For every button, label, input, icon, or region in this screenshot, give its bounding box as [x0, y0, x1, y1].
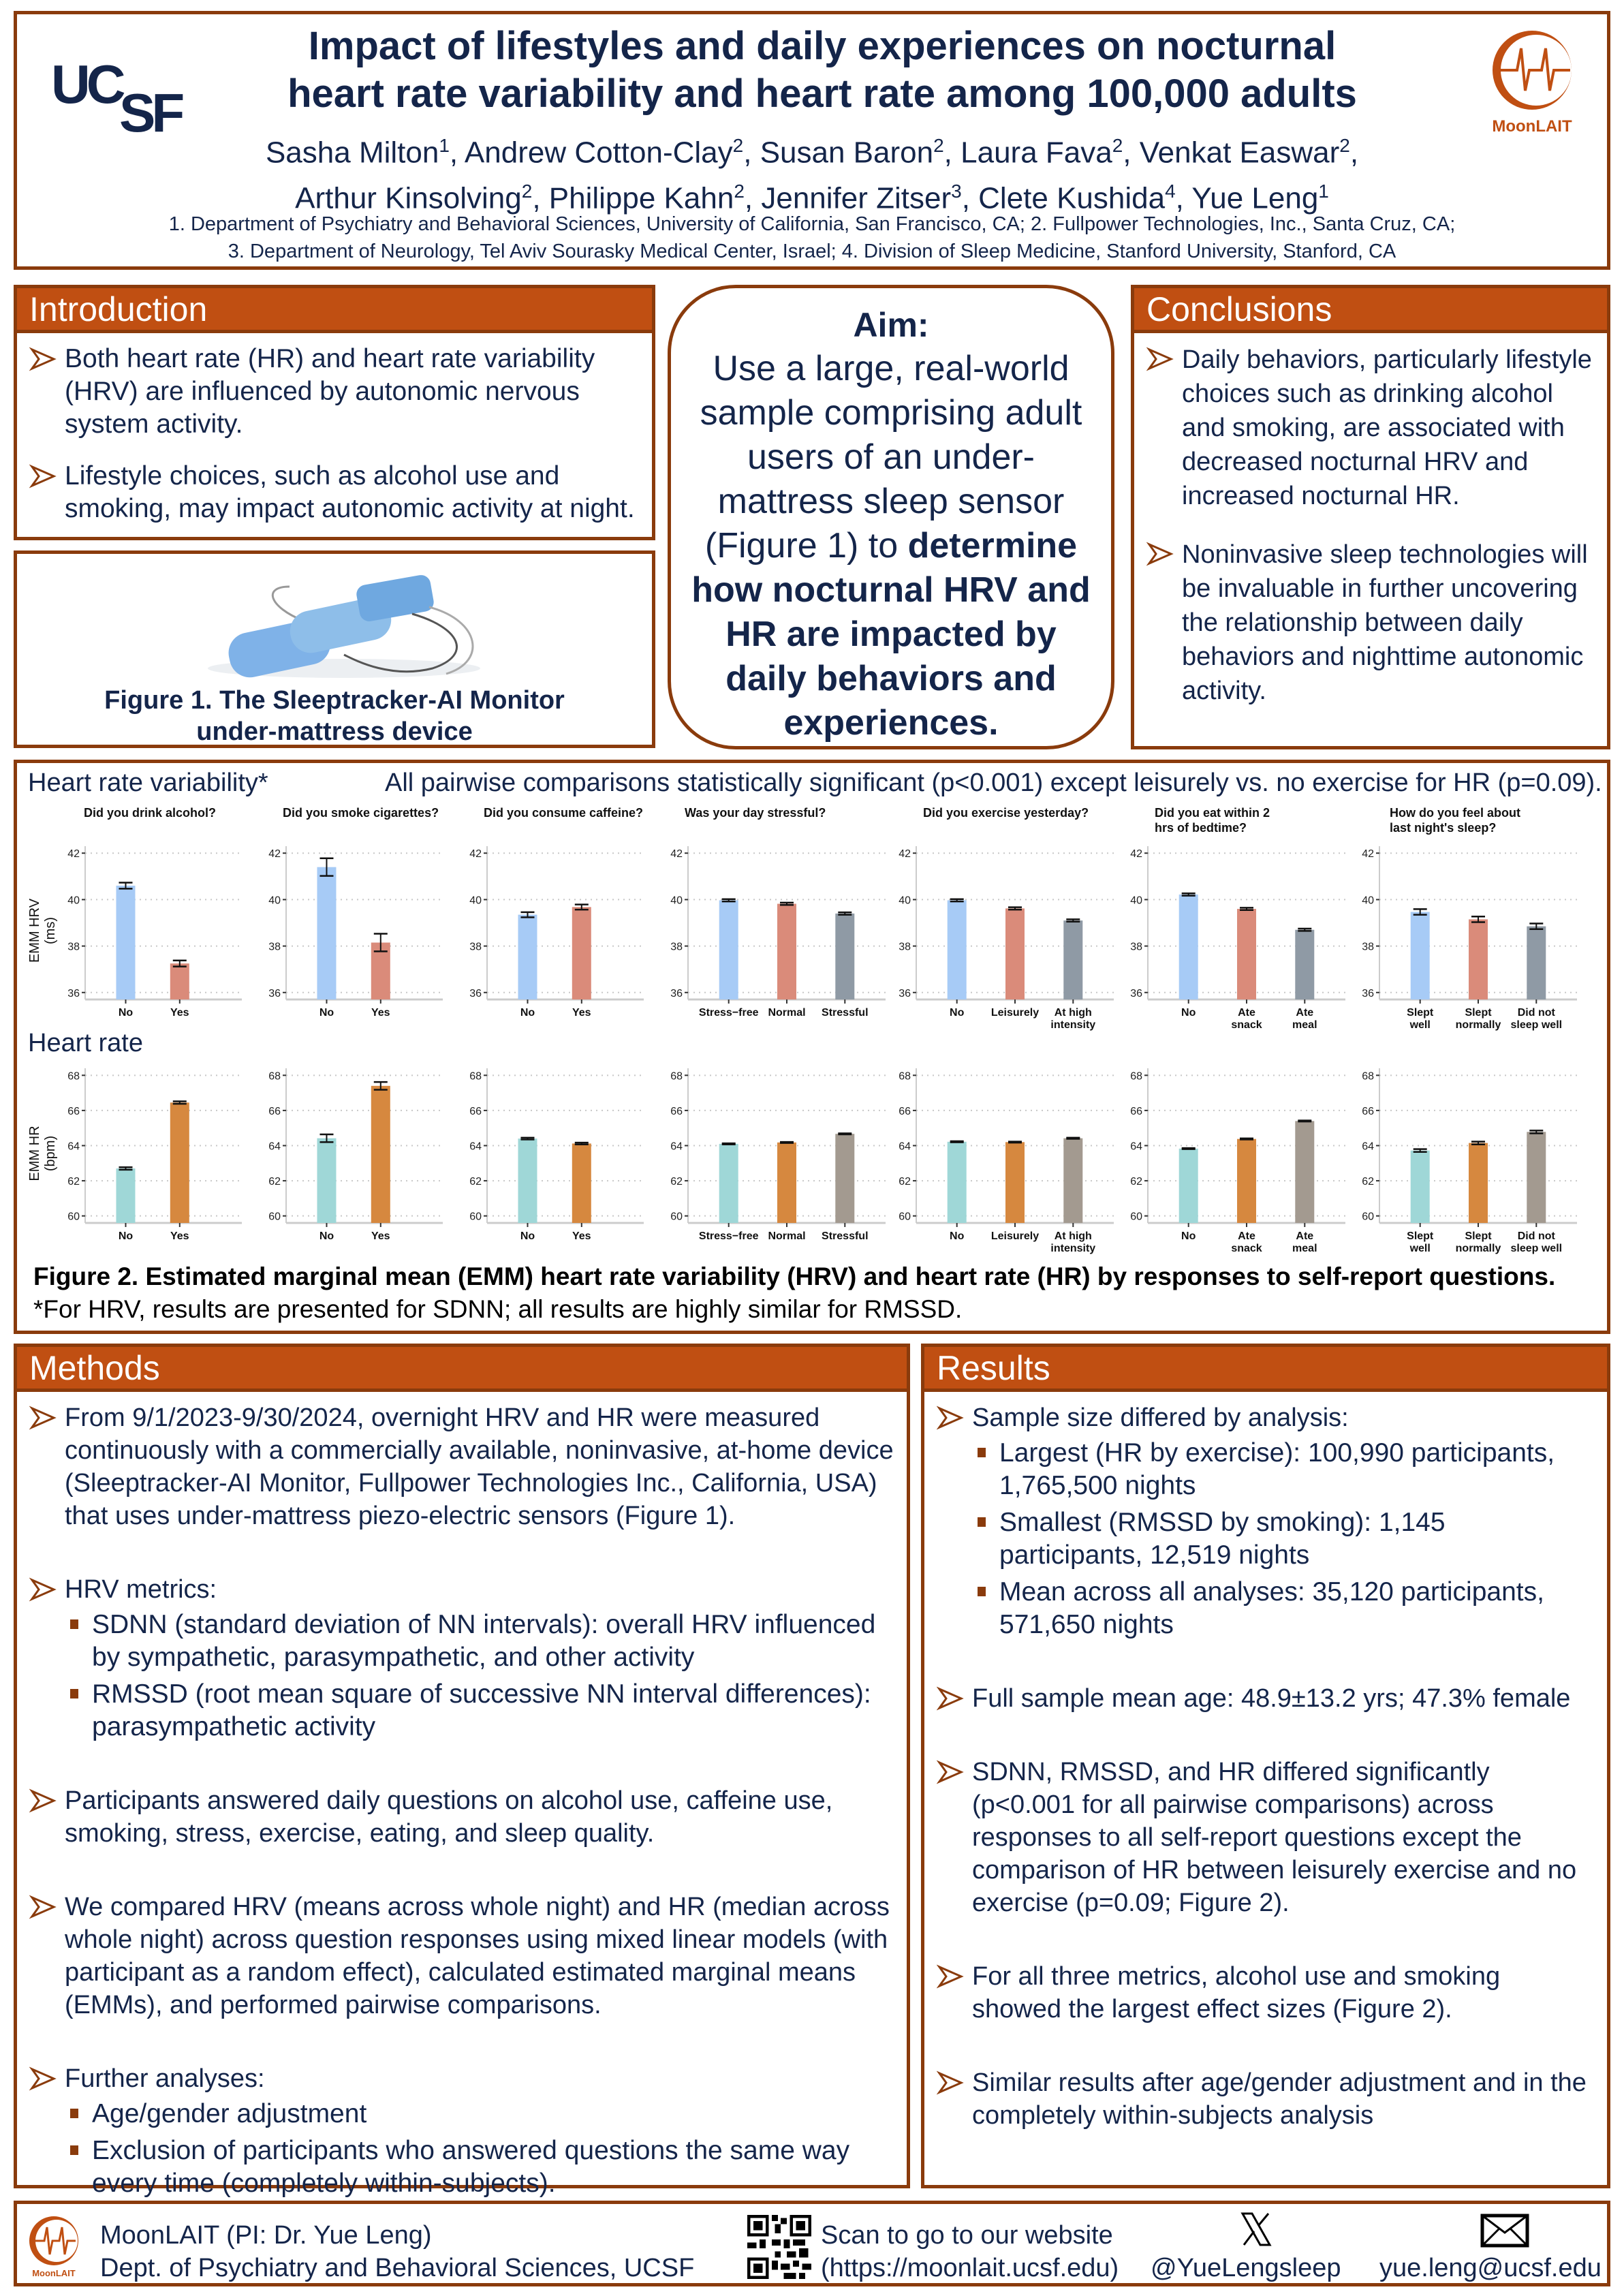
ucsf-logo — [51, 55, 187, 137]
sub-list-item: RMSSD (root mean square of successive NN interval differences): parasympathetic activity — [65, 1678, 894, 1743]
affiliation-number: 2 — [734, 180, 745, 202]
affiliation-number: 1 — [1318, 180, 1329, 202]
svg-text:64: 64 — [670, 1141, 683, 1153]
svg-text:No: No — [1181, 1230, 1196, 1242]
author-name: Yue Leng — [1191, 181, 1319, 215]
hrv-y-axis-label: EMM HRV (ms) — [27, 898, 58, 963]
affiliation-number: 2 — [1339, 135, 1350, 156]
hr-bar-chart — [460, 1068, 644, 1264]
svg-text:well: well — [1409, 1243, 1431, 1254]
hr-bar-chart — [889, 1068, 1114, 1264]
hr-bar-chart — [661, 1068, 886, 1264]
svg-text:No: No — [118, 1230, 134, 1242]
svg-text:No: No — [520, 1007, 535, 1019]
svg-text:36: 36 — [1130, 987, 1142, 999]
arrow-bullet-icon — [937, 1963, 964, 1990]
svg-text:Ate: Ate — [1296, 1230, 1314, 1242]
chart-question-title: Did you smoke cigarettes? — [283, 806, 439, 820]
svg-text:40: 40 — [268, 895, 281, 907]
aim-text: Use a large, real-world sample comprising adult users of an under-mattress sleep sensor (Figure 1) to determine how nocturnal HRV and HR are impacted by daily behaviors and experiences. — [691, 349, 1091, 743]
list-item: Participants answered daily questions on alcohol use, caffeine use, smoking, stress, exercise, eating, and sleep quality. — [29, 1784, 894, 1850]
arrow-bullet-icon — [29, 1576, 57, 1603]
hrv-bar-chart — [1121, 846, 1345, 1040]
svg-text:40: 40 — [899, 895, 911, 907]
results-list — [937, 1401, 1595, 2132]
sub-list-item: Largest (HR by exercise): 100,990 participants, 1,765,500 nights — [972, 1437, 1595, 1502]
list-item: For all three metrics, alcohol use and smoking showed the largest effect sizes (Figure 2). — [937, 1960, 1595, 2026]
svg-text:62: 62 — [67, 1176, 80, 1188]
svg-text:36: 36 — [268, 987, 281, 999]
svg-text:38: 38 — [899, 941, 911, 953]
conclusions-panel — [1131, 285, 1610, 749]
moonlait-logo — [1484, 28, 1580, 144]
lab-info: MoonLAIT (PI: Dr. Yue Leng) Dept. of Psychiatry and Behavioral Sciences, UCSF — [100, 2221, 695, 2282]
svg-text:No: No — [950, 1007, 965, 1019]
svg-text:42: 42 — [469, 848, 482, 860]
svg-text:well: well — [1409, 1019, 1431, 1031]
affiliation-number: 2 — [521, 180, 533, 202]
email-address[interactable]: yue.leng@ucsf.edu — [1379, 2254, 1602, 2282]
list-item: Sample size differed by analysis: Largest (HR by exercise): 100,990 participants, 1,765,500 nights Smallest (RMSSD by smoking): 1,145 participants, 12,519 nights Mean across all analyses: 35,120 participants, 571,650 nights — [937, 1401, 1595, 1641]
list-item: We compared HRV (means across whole night) and HR (median across whole night) across question responses using mixed linear models (with participant as a random effect), calculated estimated marginal means (EMMs), and performed pairwise comparisons. — [29, 1891, 894, 2021]
svg-text:Slept: Slept — [1407, 1007, 1434, 1019]
svg-text:No: No — [118, 1007, 134, 1019]
svg-text:42: 42 — [268, 848, 281, 860]
author-name: Susan Baron — [760, 136, 934, 170]
svg-text:68: 68 — [67, 1070, 80, 1083]
svg-text:66: 66 — [67, 1105, 80, 1117]
svg-text:Yes: Yes — [371, 1007, 390, 1019]
sub-list-item: Smallest (RMSSD by smoking): 1,145 participants, 12,519 nights — [972, 1506, 1595, 1572]
conclusions-heading: Conclusions — [1134, 288, 1607, 333]
email-icon[interactable] — [1480, 2214, 1529, 2248]
svg-text:66: 66 — [268, 1105, 281, 1117]
svg-text:68: 68 — [899, 1070, 911, 1083]
methods-list — [29, 1401, 894, 2200]
poster-title: Impact of lifestyles and daily experiences on nocturnal heart rate variability and heart rate among 100,000 adults — [287, 24, 1357, 116]
figure1-panel — [14, 550, 655, 748]
figure1-caption: Figure 1. The Sleeptracker-AI Monitor under-mattress device — [104, 686, 565, 746]
svg-text:38: 38 — [67, 941, 80, 953]
svg-text:38: 38 — [1130, 941, 1142, 953]
svg-text:38: 38 — [469, 941, 482, 953]
svg-text:62: 62 — [268, 1176, 281, 1188]
svg-text:No: No — [319, 1007, 334, 1019]
svg-text:Slept: Slept — [1465, 1230, 1492, 1242]
svg-text:36: 36 — [899, 987, 911, 999]
svg-text:Stressful: Stressful — [822, 1007, 869, 1019]
svg-text:68: 68 — [1130, 1070, 1142, 1083]
svg-text:Ate: Ate — [1296, 1007, 1314, 1019]
arrow-bullet-icon — [29, 1893, 57, 1921]
arrow-bullet-icon — [29, 345, 57, 373]
svg-text:normally: normally — [1455, 1243, 1501, 1254]
svg-text:36: 36 — [670, 987, 683, 999]
methods-heading: Methods — [17, 1347, 907, 1392]
sub-list-item: SDNN (standard deviation of NN intervals): overall HRV influenced by sympathetic, parasympathetic, and other activity — [65, 1609, 894, 1674]
square-bullet-icon — [70, 1619, 78, 1629]
svg-text:38: 38 — [268, 941, 281, 953]
hr-section-label: Heart rate — [28, 1029, 143, 1057]
svg-text:66: 66 — [899, 1105, 911, 1117]
svg-text:meal: meal — [1292, 1019, 1317, 1031]
hr-bar-chart — [259, 1068, 443, 1264]
arrow-bullet-icon — [937, 2069, 964, 2096]
introduction-panel — [14, 285, 655, 540]
svg-text:68: 68 — [1362, 1070, 1374, 1083]
svg-text:38: 38 — [1362, 941, 1374, 953]
svg-text:At high: At high — [1054, 1007, 1092, 1019]
sub-list-item: Mean across all analyses: 35,120 participants, 571,650 nights — [972, 1576, 1595, 1641]
arrow-bullet-icon — [1146, 540, 1174, 568]
svg-text:42: 42 — [670, 848, 683, 860]
svg-text:Did not: Did not — [1517, 1007, 1555, 1019]
svg-text:36: 36 — [1362, 987, 1374, 999]
arrow-bullet-icon — [937, 1685, 964, 1712]
svg-text:Yes: Yes — [170, 1230, 189, 1242]
svg-text:36: 36 — [67, 987, 80, 999]
svg-text:40: 40 — [67, 895, 80, 907]
list-item: Lifestyle choices, such as alcohol use and smoking, may impact autonomic activity at night. — [29, 460, 640, 525]
svg-text:Normal: Normal — [768, 1230, 806, 1242]
chart-question-title: Did you exercise yesterday? — [923, 806, 1089, 820]
svg-text:42: 42 — [67, 848, 80, 860]
chart-question-title: How do you feel about last night's sleep? — [1390, 806, 1520, 835]
list-item: SDNN, RMSSD, and HR differed significantly (p<0.001 for all pairwise comparisons) across responses to all self-report questions except the comparison of HR between leisurely exercise and no exercise (p=0.09; Figure 2). — [937, 1756, 1595, 1919]
svg-text:60: 60 — [67, 1211, 80, 1223]
svg-text:Slept: Slept — [1407, 1230, 1434, 1242]
sub-list — [65, 1609, 894, 1743]
author-list: Sasha Milton$^1$, Andrew Cotton-Clay$^2$, Susan Baron$^2$, Laura Fava$^2$, Venkat Easwar$^2$, Arthur Kinsolving$^2$, Philippe Kahn$^2$, Jennifer Zitser$^3$, Clete Kushida$^4$, Yue Leng$^1$ — [265, 135, 1359, 215]
svg-text:62: 62 — [469, 1176, 482, 1188]
svg-text:At high: At high — [1054, 1230, 1092, 1242]
svg-text:Did not: Did not — [1517, 1230, 1555, 1242]
svg-text:intensity: intensity — [1050, 1019, 1096, 1031]
svg-text:SF: SF — [119, 82, 181, 137]
chart-question-title: Was your day stressful? — [685, 806, 826, 820]
svg-text:64: 64 — [1130, 1141, 1142, 1153]
svg-text:66: 66 — [670, 1105, 683, 1117]
x-handle[interactable]: @YueLengsleep — [1151, 2254, 1341, 2282]
list-item: HRV metrics: SDNN (standard deviation of NN intervals): overall HRV influenced by sympathetic, parasympathetic, and other activity RMSSD (root mean square of successive NN interval differences): parasympathetic activity — [29, 1573, 894, 1743]
svg-text:40: 40 — [469, 895, 482, 907]
figure2-caption: Figure 2. Estimated marginal mean (EMM) heart rate variability (HRV) and heart rate (HR) by responses to self-report questions. *For HRV, results are presented for SDNN; all results are highly similar for RMSSD. — [33, 1262, 1556, 1323]
arrow-bullet-icon — [29, 1404, 57, 1431]
svg-text:Ate: Ate — [1238, 1007, 1255, 1019]
svg-text:66: 66 — [469, 1105, 482, 1117]
affiliation-number: 2 — [1112, 135, 1123, 156]
methods-panel — [14, 1344, 910, 2198]
svg-text:MoonLAIT: MoonLAIT — [32, 2268, 76, 2278]
svg-text:Yes: Yes — [572, 1230, 591, 1242]
svg-text:38: 38 — [670, 941, 683, 953]
sub-list-item: Age/gender adjustment — [65, 2098, 894, 2130]
svg-text:Stress−free: Stress−free — [698, 1230, 759, 1242]
square-bullet-icon — [70, 2109, 78, 2118]
arrow-bullet-icon — [937, 1404, 964, 1431]
sub-list — [972, 1437, 1595, 1641]
hr-bar-chart — [58, 1068, 242, 1264]
chart-question-title: Did you consume caffeine? — [484, 806, 644, 820]
svg-text:MoonLAIT: MoonLAIT — [1492, 117, 1572, 136]
svg-text:40: 40 — [1362, 895, 1374, 907]
svg-text:64: 64 — [1362, 1141, 1374, 1153]
affiliation-number: 3 — [951, 180, 962, 202]
results-panel — [921, 1344, 1610, 2188]
affiliation-number: 2 — [732, 135, 744, 156]
svg-text:meal: meal — [1292, 1243, 1317, 1254]
chart-question-title: Did you eat within 2 hrs of bedtime? — [1155, 806, 1270, 835]
arrow-bullet-icon — [1146, 345, 1174, 373]
svg-text:Ate: Ate — [1238, 1230, 1255, 1242]
svg-text:Slept: Slept — [1465, 1007, 1492, 1019]
svg-text:60: 60 — [268, 1211, 281, 1223]
svg-text:42: 42 — [1130, 848, 1142, 860]
aim-title: Aim: — [853, 306, 929, 344]
svg-text:62: 62 — [1362, 1176, 1374, 1188]
svg-text:sleep well: sleep well — [1510, 1019, 1563, 1031]
list-item: Similar results after age/gender adjustment and in the completely within-subjects analysis — [937, 2066, 1595, 2132]
square-bullet-icon — [70, 1689, 78, 1698]
svg-text:No: No — [950, 1230, 965, 1242]
svg-text:42: 42 — [1362, 848, 1374, 860]
svg-text:60: 60 — [1362, 1211, 1374, 1223]
list-item: From 9/1/2023-9/30/2024, overnight HRV and HR were measured continuously with a commercially available, noninvasive, at-home device (Sleeptracker-AI Monitor, Fullpower Technologies Inc., California, USA) that uses under-mattress piezo-electric sensors (Figure 1). — [29, 1401, 894, 1532]
svg-text:60: 60 — [899, 1211, 911, 1223]
hrv-bar-chart — [460, 846, 644, 1040]
author-name: Laura Fava — [961, 136, 1112, 170]
author-name: Sasha Milton — [265, 136, 439, 170]
author-name: Philippe Kahn — [548, 181, 734, 215]
list-item: Full sample mean age: 48.9±13.2 yrs; 47.3% female — [937, 1682, 1595, 1715]
hrv-bar-chart — [661, 846, 886, 1040]
svg-text:No: No — [520, 1230, 535, 1242]
square-bullet-icon — [70, 2145, 78, 2155]
svg-text:intensity: intensity — [1050, 1243, 1096, 1254]
svg-text:40: 40 — [670, 895, 683, 907]
hrv-bar-chart — [889, 846, 1114, 1040]
svg-text:Stress−free: Stress−free — [698, 1007, 759, 1019]
svg-text:68: 68 — [268, 1070, 281, 1083]
svg-text:64: 64 — [469, 1141, 482, 1153]
svg-text:snack: snack — [1231, 1243, 1262, 1254]
hr-bar-chart — [1121, 1068, 1345, 1264]
svg-text:snack: snack — [1231, 1019, 1262, 1031]
svg-text:Yes: Yes — [572, 1007, 591, 1019]
figure2-panel — [14, 760, 1610, 1334]
results-heading: Results — [924, 1347, 1607, 1392]
qr-code-icon[interactable] — [747, 2215, 811, 2279]
aim-box — [668, 285, 1114, 749]
list-item: Daily behaviors, particularly lifestyle choices such as drinking alcohol and smoking, are associated with decreased nocturnal HRV and increased nocturnal HR. — [1146, 343, 1595, 513]
affiliation-number: 4 — [1165, 180, 1176, 202]
author-name: Clete Kushida — [978, 181, 1166, 215]
svg-text:Stressful: Stressful — [822, 1230, 869, 1242]
introduction-heading: Introduction — [17, 288, 652, 333]
hr-y-axis-label: EMM HR (bpm) — [27, 1125, 58, 1181]
introduction-list — [29, 343, 640, 525]
author-name: Venkat Easwar — [1139, 136, 1340, 170]
svg-text:60: 60 — [469, 1211, 482, 1223]
svg-text:60: 60 — [670, 1211, 683, 1223]
svg-text:36: 36 — [469, 987, 482, 999]
svg-text:sleep well: sleep well — [1510, 1243, 1563, 1254]
svg-text:UC: UC — [51, 55, 122, 114]
author-name: Arthur Kinsolving — [295, 181, 522, 215]
list-item: Noninvasive sleep technologies will be invaluable in further uncovering the relationship between daily behaviors and nighttime autonomic activity. — [1146, 538, 1595, 708]
svg-text:66: 66 — [1362, 1105, 1374, 1117]
affiliations: 1. Department of Psychiatry and Behavioral Sciences, University of California, San Francisco, CA; 2. Fullpower Technologies, Inc., Santa Cruz, CA; 3. Department of Neurology, Tel Aviv Sourasky Medical Center, Israel; 4. Division of Sleep Medicine, Stanford University, Stanford, CA — [168, 213, 1456, 262]
square-bullet-icon — [978, 1517, 986, 1527]
svg-text:68: 68 — [469, 1070, 482, 1083]
svg-text:60: 60 — [1130, 1211, 1142, 1223]
affiliation-number: 2 — [933, 135, 944, 156]
svg-text:No: No — [1181, 1007, 1196, 1019]
svg-text:40: 40 — [1130, 895, 1142, 907]
poster-footer — [14, 2201, 1610, 2286]
svg-text:64: 64 — [268, 1141, 281, 1153]
hrv-bar-chart — [58, 846, 242, 1040]
list-item: Further analyses: Age/gender adjustment Exclusion of participants who answered questions the same way every time (completely within-subjects). — [29, 2062, 894, 2200]
hrv-bar-chart — [1352, 846, 1577, 1040]
hrv-bar-chart — [259, 846, 443, 1040]
conclusions-list — [1146, 343, 1595, 708]
arrow-bullet-icon — [937, 1758, 964, 1786]
svg-text:68: 68 — [670, 1070, 683, 1083]
square-bullet-icon — [978, 1448, 986, 1457]
svg-text:62: 62 — [899, 1176, 911, 1188]
poster-header — [14, 11, 1610, 270]
svg-text:Leisurely: Leisurely — [990, 1230, 1040, 1242]
author-name: Jennifer Zitser — [761, 181, 952, 215]
svg-text:No: No — [319, 1230, 334, 1242]
arrow-bullet-icon — [29, 2065, 57, 2092]
website-info[interactable]: Scan to go to our website (https://moonlait.ucsf.edu) — [821, 2221, 1119, 2282]
svg-text:66: 66 — [1130, 1105, 1142, 1117]
x-twitter-icon[interactable] — [1240, 2212, 1272, 2246]
svg-text:62: 62 — [1130, 1176, 1142, 1188]
moonlait-logo — [27, 2214, 81, 2279]
arrow-bullet-icon — [29, 1787, 57, 1814]
svg-text:Normal: Normal — [768, 1007, 806, 1019]
hrv-section-label: Heart rate variability* — [28, 769, 268, 797]
svg-text:64: 64 — [67, 1141, 80, 1153]
svg-text:Yes: Yes — [371, 1230, 390, 1242]
svg-text:normally: normally — [1455, 1019, 1501, 1031]
svg-text:Yes: Yes — [170, 1007, 189, 1019]
list-item: Both heart rate (HR) and heart rate variability (HRV) are influenced by autonomic nervous system activity. — [29, 343, 640, 441]
sub-list-item: Exclusion of participants who answered questions the same way every time (completely within-subjects). — [65, 2135, 894, 2200]
affiliation-number: 1 — [439, 135, 450, 156]
svg-text:Leisurely: Leisurely — [990, 1007, 1040, 1019]
sub-list — [65, 2098, 894, 2200]
hr-bar-chart — [1352, 1068, 1577, 1264]
sleeptracker-device-image — [187, 559, 501, 682]
author-name: Andrew Cotton-Clay — [464, 136, 733, 170]
svg-text:42: 42 — [899, 848, 911, 860]
significance-note: All pairwise comparisons statistically significant (p<0.001) except leisurely vs. no exercise for HR (p=0.09). — [385, 769, 1602, 797]
square-bullet-icon — [978, 1587, 986, 1596]
svg-text:64: 64 — [899, 1141, 911, 1153]
chart-question-title: Did you drink alcohol? — [84, 806, 217, 820]
svg-text:62: 62 — [670, 1176, 683, 1188]
arrow-bullet-icon — [29, 463, 57, 490]
